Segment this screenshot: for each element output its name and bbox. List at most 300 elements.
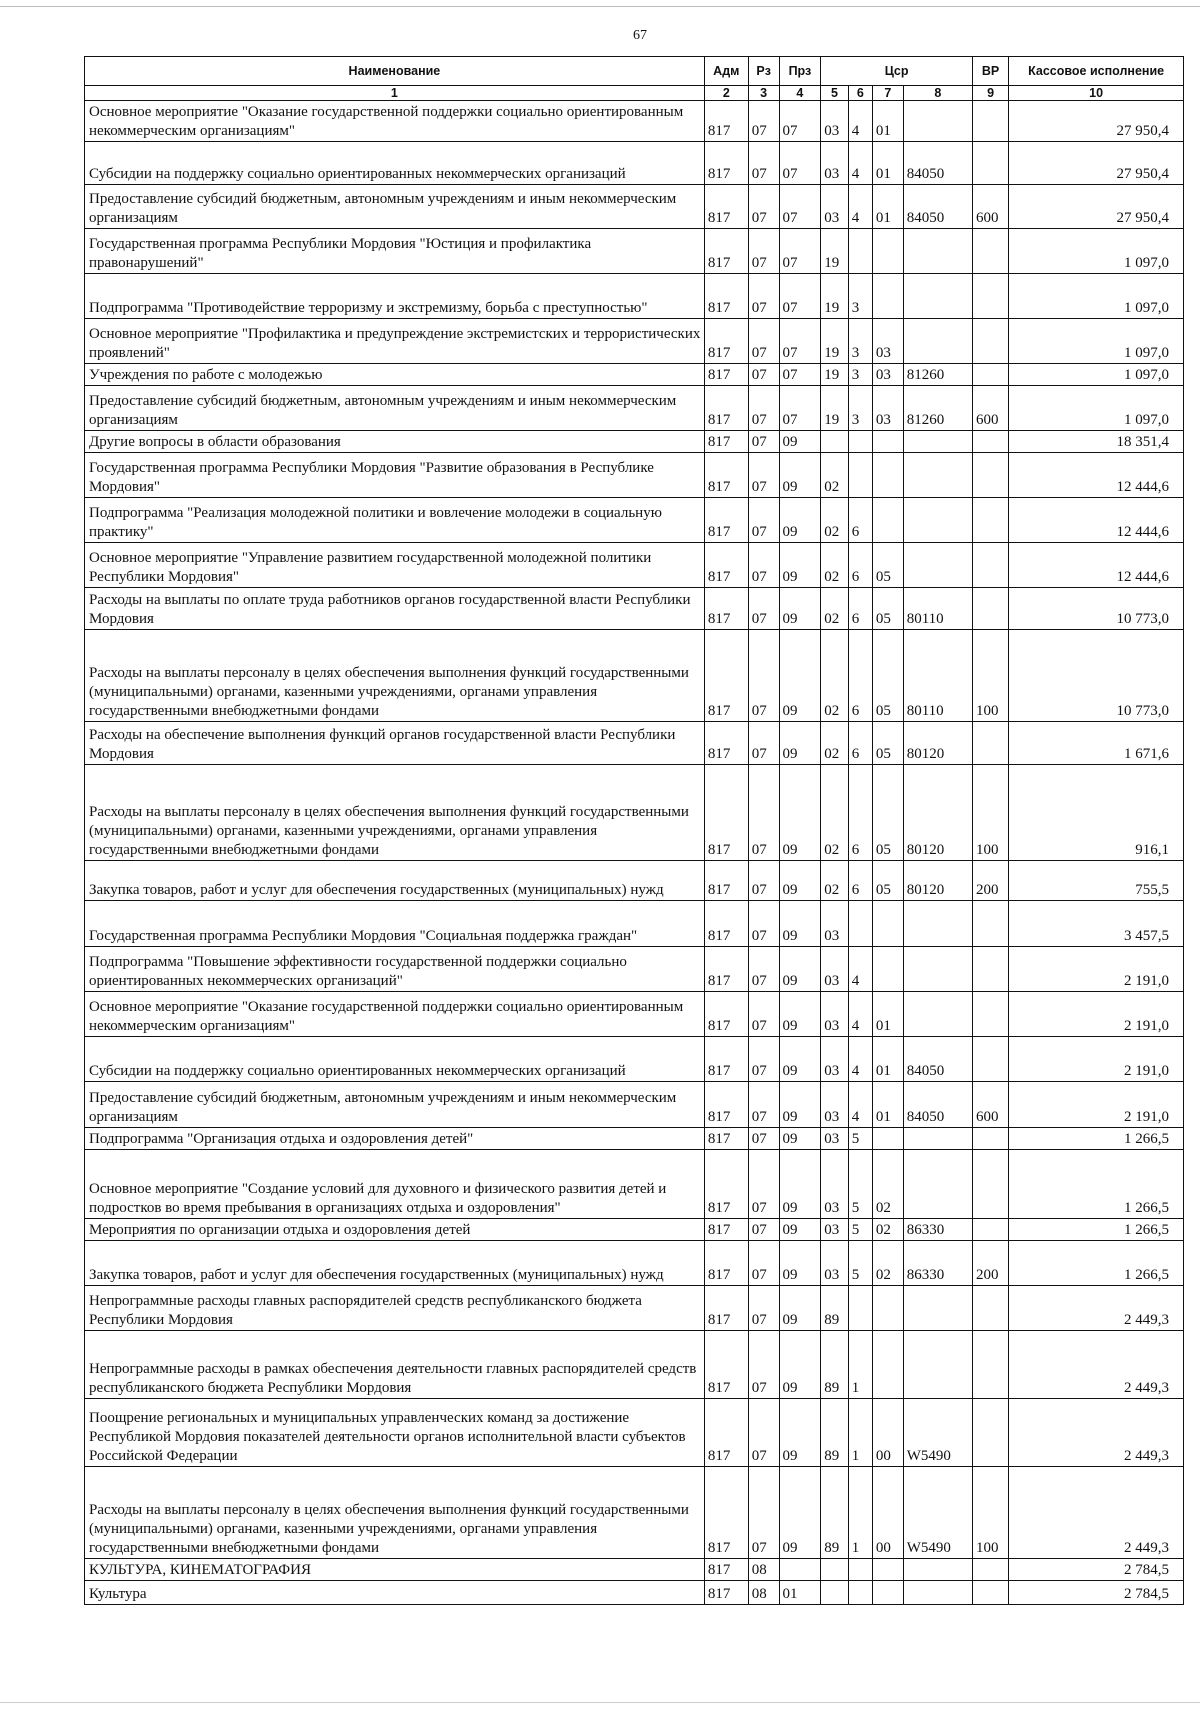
- row-adm: 817: [704, 1399, 748, 1467]
- row-csr-subprogram: 3: [848, 386, 872, 431]
- row-name: Предоставление субсидий бюджетным, автономным учреждениям и иным некоммерческим организациям: [85, 1082, 705, 1128]
- row-vr: [972, 1219, 1008, 1241]
- table-row: [85, 1399, 1184, 1467]
- row-csr-event: 05: [872, 765, 903, 861]
- row-name: Предоставление субсидий бюджетным, автономным учреждениям и иным некоммерческим организациям: [85, 185, 705, 229]
- row-csr-event: 01: [872, 101, 903, 142]
- row-csr-program: 03: [821, 1219, 848, 1241]
- row-csr-program: 02: [821, 588, 848, 630]
- row-csr-program: [821, 1581, 848, 1605]
- table-row: [85, 992, 1184, 1037]
- row-adm: 817: [704, 386, 748, 431]
- row-name: Культура: [85, 1581, 705, 1605]
- row-csr-event: [872, 1559, 903, 1581]
- row-csr-direction: 80110: [903, 588, 972, 630]
- row-csr-subprogram: 4: [848, 1037, 872, 1082]
- col-header-rz: Рз: [748, 57, 779, 86]
- row-adm: 817: [704, 185, 748, 229]
- row-value: 3 457,5: [1009, 901, 1184, 947]
- row-prz: 09: [779, 543, 821, 588]
- row-name: Другие вопросы в области образования: [85, 431, 705, 453]
- row-csr-event: [872, 1581, 903, 1605]
- col-number: 3: [748, 86, 779, 101]
- row-csr-subprogram: 1: [848, 1331, 872, 1399]
- row-adm: 817: [704, 1037, 748, 1082]
- row-csr-subprogram: 6: [848, 543, 872, 588]
- row-name: Расходы на обеспечение выполнения функций органов государственной власти Республики Мордовия: [85, 722, 705, 765]
- row-rz: 07: [748, 319, 779, 364]
- row-rz: 07: [748, 901, 779, 947]
- row-prz: 01: [779, 1581, 821, 1605]
- row-vr: 200: [972, 861, 1008, 901]
- row-name: Подпрограмма "Организация отдыха и оздоровления детей": [85, 1128, 705, 1150]
- row-value: 1 097,0: [1009, 229, 1184, 274]
- row-adm: 817: [704, 498, 748, 543]
- row-csr-direction: [903, 1128, 972, 1150]
- table-body: [85, 101, 1184, 1605]
- row-value: 1 266,5: [1009, 1128, 1184, 1150]
- row-adm: 817: [704, 947, 748, 992]
- budget-execution-table: [84, 56, 1184, 1605]
- row-name: Государственная программа Республики Мордовия "Развитие образования в Республике Мордовия": [85, 453, 705, 498]
- row-vr: [972, 992, 1008, 1037]
- col-header-name: Наименование: [85, 57, 705, 86]
- row-csr-direction: [903, 101, 972, 142]
- row-value: 27 950,4: [1009, 142, 1184, 185]
- row-value: 2 449,3: [1009, 1467, 1184, 1559]
- row-vr: [972, 588, 1008, 630]
- row-csr-program: 02: [821, 722, 848, 765]
- row-csr-direction: [903, 947, 972, 992]
- col-number: 5: [821, 86, 848, 101]
- row-name: Закупка товаров, работ и услуг для обеспечения государственных (муниципальных) нужд: [85, 1241, 705, 1286]
- row-adm: 817: [704, 630, 748, 722]
- table-row: [85, 498, 1184, 543]
- row-adm: 817: [704, 101, 748, 142]
- row-vr: 600: [972, 185, 1008, 229]
- row-rz: 07: [748, 1399, 779, 1467]
- row-vr: [972, 274, 1008, 319]
- row-name: Учреждения по работе с молодежью: [85, 364, 705, 386]
- row-csr-program: 03: [821, 901, 848, 947]
- row-csr-event: 05: [872, 588, 903, 630]
- row-csr-direction: 80120: [903, 722, 972, 765]
- row-csr-event: 03: [872, 386, 903, 431]
- row-csr-direction: [903, 543, 972, 588]
- row-rz: 07: [748, 431, 779, 453]
- row-csr-subprogram: 4: [848, 142, 872, 185]
- row-csr-subprogram: 4: [848, 185, 872, 229]
- row-csr-subprogram: 6: [848, 722, 872, 765]
- row-csr-direction: [903, 992, 972, 1037]
- row-csr-subprogram: 6: [848, 588, 872, 630]
- table-row: [85, 1286, 1184, 1331]
- row-vr: [972, 319, 1008, 364]
- row-csr-program: 89: [821, 1467, 848, 1559]
- row-csr-program: 19: [821, 229, 848, 274]
- row-csr-program: 02: [821, 765, 848, 861]
- row-csr-event: [872, 1331, 903, 1399]
- table-row: [85, 1467, 1184, 1559]
- row-csr-subprogram: 4: [848, 992, 872, 1037]
- row-vr: [972, 364, 1008, 386]
- row-vr: 600: [972, 1082, 1008, 1128]
- row-csr-event: [872, 229, 903, 274]
- row-name: Основное мероприятие "Создание условий для духовного и физического развития детей и подростков во время пребывания в организациях отдыха и оздоровления": [85, 1150, 705, 1219]
- table-row: [85, 630, 1184, 722]
- row-adm: 817: [704, 142, 748, 185]
- row-csr-program: 89: [821, 1399, 848, 1467]
- row-vr: [972, 1286, 1008, 1331]
- row-value: 18 351,4: [1009, 431, 1184, 453]
- row-adm: 817: [704, 1331, 748, 1399]
- row-csr-program: 03: [821, 1037, 848, 1082]
- row-rz: 07: [748, 1150, 779, 1219]
- row-prz: 07: [779, 229, 821, 274]
- row-adm: 817: [704, 274, 748, 319]
- table-row: [85, 722, 1184, 765]
- row-csr-subprogram: 6: [848, 630, 872, 722]
- row-csr-subprogram: 5: [848, 1150, 872, 1219]
- row-csr-direction: [903, 901, 972, 947]
- row-csr-event: 00: [872, 1467, 903, 1559]
- row-name: Расходы на выплаты персоналу в целях обеспечения выполнения функций государственными (муниципальными) органами, казенными учреждениями, органами управления государственными внебюджетными фондами: [85, 765, 705, 861]
- row-rz: 07: [748, 364, 779, 386]
- row-prz: 07: [779, 319, 821, 364]
- row-rz: 07: [748, 588, 779, 630]
- col-number: 8: [903, 86, 972, 101]
- row-adm: 817: [704, 1082, 748, 1128]
- row-csr-event: 01: [872, 142, 903, 185]
- row-rz: 07: [748, 861, 779, 901]
- row-name: Поощрение региональных и муниципальных управленческих команд за достижение Республикой Мордовия показателей деятельности органов исполнительной власти субъектов Российской Федерации: [85, 1399, 705, 1467]
- row-rz: 07: [748, 1128, 779, 1150]
- row-prz: 09: [779, 630, 821, 722]
- row-csr-direction: 81260: [903, 364, 972, 386]
- row-prz: 09: [779, 1219, 821, 1241]
- row-csr-subprogram: [848, 1559, 872, 1581]
- row-csr-direction: W5490: [903, 1467, 972, 1559]
- row-prz: 09: [779, 992, 821, 1037]
- row-csr-subprogram: 1: [848, 1399, 872, 1467]
- row-csr-program: 03: [821, 992, 848, 1037]
- row-value: 2 449,3: [1009, 1286, 1184, 1331]
- row-prz: 09: [779, 431, 821, 453]
- row-csr-subprogram: 5: [848, 1219, 872, 1241]
- row-vr: [972, 1559, 1008, 1581]
- row-csr-subprogram: 1: [848, 1467, 872, 1559]
- row-value: 12 444,6: [1009, 543, 1184, 588]
- table-row: [85, 274, 1184, 319]
- row-adm: 817: [704, 431, 748, 453]
- row-prz: 09: [779, 588, 821, 630]
- row-csr-event: 02: [872, 1150, 903, 1219]
- row-csr-subprogram: 4: [848, 101, 872, 142]
- row-adm: 817: [704, 1559, 748, 1581]
- row-vr: 600: [972, 386, 1008, 431]
- row-vr: [972, 431, 1008, 453]
- table-row: [85, 101, 1184, 142]
- col-number: 2: [704, 86, 748, 101]
- row-vr: [972, 543, 1008, 588]
- row-prz: 07: [779, 185, 821, 229]
- table-row: [85, 1581, 1184, 1605]
- row-adm: 817: [704, 1241, 748, 1286]
- row-prz: 09: [779, 1082, 821, 1128]
- row-csr-event: 01: [872, 1082, 903, 1128]
- row-vr: [972, 229, 1008, 274]
- row-prz: 09: [779, 453, 821, 498]
- row-name: Субсидии на поддержку социально ориентированных некоммерческих организаций: [85, 142, 705, 185]
- top-rule: [0, 6, 1200, 7]
- row-csr-subprogram: 4: [848, 947, 872, 992]
- row-value: 755,5: [1009, 861, 1184, 901]
- row-rz: 07: [748, 1286, 779, 1331]
- row-csr-direction: 86330: [903, 1241, 972, 1286]
- row-vr: [972, 1150, 1008, 1219]
- row-csr-program: [821, 431, 848, 453]
- column-number-row: [85, 86, 1184, 101]
- row-csr-subprogram: [848, 901, 872, 947]
- row-prz: 09: [779, 901, 821, 947]
- table-row: [85, 319, 1184, 364]
- row-adm: 817: [704, 901, 748, 947]
- row-csr-program: 19: [821, 319, 848, 364]
- table-row: [85, 142, 1184, 185]
- header-row: [85, 57, 1184, 86]
- row-csr-event: [872, 1286, 903, 1331]
- table-row: [85, 1128, 1184, 1150]
- row-name: Расходы на выплаты по оплате труда работников органов государственной власти Республики Мордовия: [85, 588, 705, 630]
- row-name: Закупка товаров, работ и услуг для обеспечения государственных (муниципальных) нужд: [85, 861, 705, 901]
- row-csr-event: 03: [872, 319, 903, 364]
- col-number: 10: [1009, 86, 1184, 101]
- row-csr-event: [872, 1128, 903, 1150]
- row-csr-subprogram: [848, 453, 872, 498]
- row-value: 1 097,0: [1009, 364, 1184, 386]
- row-csr-program: 03: [821, 185, 848, 229]
- row-csr-subprogram: [848, 431, 872, 453]
- row-prz: 09: [779, 1331, 821, 1399]
- row-rz: 07: [748, 229, 779, 274]
- row-prz: 07: [779, 364, 821, 386]
- row-adm: 817: [704, 765, 748, 861]
- row-vr: [972, 101, 1008, 142]
- row-value: 2 449,3: [1009, 1399, 1184, 1467]
- row-csr-direction: 80110: [903, 630, 972, 722]
- row-name: Основное мероприятие "Профилактика и предупреждение экстремистских и террористических проявлений": [85, 319, 705, 364]
- row-adm: 817: [704, 229, 748, 274]
- row-vr: 100: [972, 765, 1008, 861]
- row-prz: 09: [779, 861, 821, 901]
- row-prz: 09: [779, 1037, 821, 1082]
- row-adm: 817: [704, 1581, 748, 1605]
- row-csr-subprogram: 6: [848, 498, 872, 543]
- row-csr-subprogram: 6: [848, 861, 872, 901]
- col-header-vr: ВР: [972, 57, 1008, 86]
- row-csr-direction: [903, 498, 972, 543]
- row-adm: 817: [704, 364, 748, 386]
- row-adm: 817: [704, 722, 748, 765]
- col-number: 9: [972, 86, 1008, 101]
- col-header-adm: Адм: [704, 57, 748, 86]
- row-vr: [972, 901, 1008, 947]
- row-csr-program: 02: [821, 861, 848, 901]
- row-vr: [972, 1331, 1008, 1399]
- row-csr-event: 01: [872, 185, 903, 229]
- row-csr-event: 03: [872, 364, 903, 386]
- table-row: [85, 364, 1184, 386]
- row-vr: [972, 1399, 1008, 1467]
- row-csr-subprogram: 3: [848, 319, 872, 364]
- row-csr-program: 03: [821, 1150, 848, 1219]
- table-row: [85, 901, 1184, 947]
- row-csr-event: [872, 498, 903, 543]
- row-csr-event: [872, 431, 903, 453]
- page-number: 67: [633, 28, 647, 43]
- row-value: 2 191,0: [1009, 1082, 1184, 1128]
- row-adm: 817: [704, 319, 748, 364]
- row-name: Основное мероприятие "Оказание государственной поддержки социально ориентированным некоммерческим организациям": [85, 992, 705, 1037]
- row-name: Подпрограмма "Противодействие терроризму и экстремизму, борьба с преступностью": [85, 274, 705, 319]
- row-csr-program: 89: [821, 1331, 848, 1399]
- row-adm: 817: [704, 453, 748, 498]
- row-rz: 07: [748, 722, 779, 765]
- table-row: [85, 431, 1184, 453]
- table-row: [85, 1331, 1184, 1399]
- row-name: Подпрограмма "Повышение эффективности государственной поддержки социально ориентированных некоммерческих организаций": [85, 947, 705, 992]
- row-vr: [972, 1128, 1008, 1150]
- row-csr-program: 03: [821, 142, 848, 185]
- table-row: [85, 588, 1184, 630]
- row-csr-event: 00: [872, 1399, 903, 1467]
- row-csr-subprogram: [848, 1581, 872, 1605]
- row-rz: 07: [748, 1467, 779, 1559]
- row-csr-program: 03: [821, 101, 848, 142]
- row-prz: 09: [779, 1286, 821, 1331]
- row-adm: 817: [704, 543, 748, 588]
- row-name: Государственная программа Республики Мордовия "Социальная поддержка граждан": [85, 901, 705, 947]
- row-csr-program: 03: [821, 947, 848, 992]
- row-value: 12 444,6: [1009, 498, 1184, 543]
- row-prz: 09: [779, 765, 821, 861]
- row-csr-event: 02: [872, 1241, 903, 1286]
- row-rz: 07: [748, 992, 779, 1037]
- row-csr-subprogram: 6: [848, 765, 872, 861]
- row-name: Непрограммные расходы главных распорядителей средств республиканского бюджета Республики Мордовия: [85, 1286, 705, 1331]
- row-csr-event: 05: [872, 630, 903, 722]
- row-prz: 09: [779, 722, 821, 765]
- row-csr-program: 19: [821, 386, 848, 431]
- row-csr-subprogram: 4: [848, 1082, 872, 1128]
- row-adm: 817: [704, 1150, 748, 1219]
- col-number: 6: [848, 86, 872, 101]
- row-value: 2 784,5: [1009, 1581, 1184, 1605]
- row-csr-direction: [903, 431, 972, 453]
- row-csr-event: [872, 947, 903, 992]
- row-vr: [972, 1037, 1008, 1082]
- row-csr-program: 03: [821, 1082, 848, 1128]
- row-prz: 07: [779, 274, 821, 319]
- row-adm: 817: [704, 1286, 748, 1331]
- row-vr: [972, 453, 1008, 498]
- row-csr-direction: 80120: [903, 861, 972, 901]
- row-csr-event: [872, 453, 903, 498]
- row-name: Расходы на выплаты персоналу в целях обеспечения выполнения функций государственными (муниципальными) органами, казенными учреждениями, органами управления государственными внебюджетными фондами: [85, 630, 705, 722]
- row-value: 1 266,5: [1009, 1150, 1184, 1219]
- table-row: [85, 765, 1184, 861]
- row-prz: 07: [779, 386, 821, 431]
- row-rz: 07: [748, 1331, 779, 1399]
- row-csr-program: [821, 1559, 848, 1581]
- row-csr-direction: [903, 1331, 972, 1399]
- table-row: [85, 1559, 1184, 1581]
- row-csr-program: 02: [821, 630, 848, 722]
- row-adm: 817: [704, 861, 748, 901]
- row-adm: 817: [704, 1128, 748, 1150]
- row-rz: 07: [748, 185, 779, 229]
- row-vr: [972, 498, 1008, 543]
- row-value: 27 950,4: [1009, 101, 1184, 142]
- row-rz: 07: [748, 1037, 779, 1082]
- row-value: 2 191,0: [1009, 947, 1184, 992]
- row-csr-direction: [903, 274, 972, 319]
- row-csr-program: 03: [821, 1241, 848, 1286]
- row-prz: 07: [779, 101, 821, 142]
- row-csr-event: 02: [872, 1219, 903, 1241]
- row-vr: 100: [972, 630, 1008, 722]
- row-name: КУЛЬТУРА, КИНЕМАТОГРАФИЯ: [85, 1559, 705, 1581]
- row-value: 27 950,4: [1009, 185, 1184, 229]
- row-csr-direction: [903, 319, 972, 364]
- row-csr-program: 19: [821, 274, 848, 319]
- row-prz: 09: [779, 1128, 821, 1150]
- row-csr-direction: W5490: [903, 1399, 972, 1467]
- row-adm: 817: [704, 992, 748, 1037]
- row-csr-direction: 81260: [903, 386, 972, 431]
- table-row: [85, 386, 1184, 431]
- row-rz: 07: [748, 765, 779, 861]
- col-number: 7: [872, 86, 903, 101]
- row-csr-direction: [903, 1559, 972, 1581]
- row-value: 10 773,0: [1009, 588, 1184, 630]
- row-csr-direction: [903, 229, 972, 274]
- row-adm: 817: [704, 1219, 748, 1241]
- row-rz: 07: [748, 101, 779, 142]
- row-csr-subprogram: 5: [848, 1128, 872, 1150]
- row-prz: 09: [779, 1150, 821, 1219]
- row-prz: [779, 1559, 821, 1581]
- table-row: [85, 543, 1184, 588]
- bottom-rule: [0, 1702, 1200, 1703]
- table-row: [85, 229, 1184, 274]
- row-prz: 09: [779, 1467, 821, 1559]
- row-adm: 817: [704, 588, 748, 630]
- row-csr-direction: 86330: [903, 1219, 972, 1241]
- row-csr-direction: 84050: [903, 1082, 972, 1128]
- row-vr: 200: [972, 1241, 1008, 1286]
- row-value: 2 449,3: [1009, 1331, 1184, 1399]
- row-csr-direction: [903, 1581, 972, 1605]
- row-rz: 07: [748, 453, 779, 498]
- row-rz: 07: [748, 543, 779, 588]
- table-row: [85, 185, 1184, 229]
- row-vr: [972, 722, 1008, 765]
- col-header-prz: Прз: [779, 57, 821, 86]
- row-value: 10 773,0: [1009, 630, 1184, 722]
- row-csr-program: 02: [821, 543, 848, 588]
- row-csr-direction: 84050: [903, 142, 972, 185]
